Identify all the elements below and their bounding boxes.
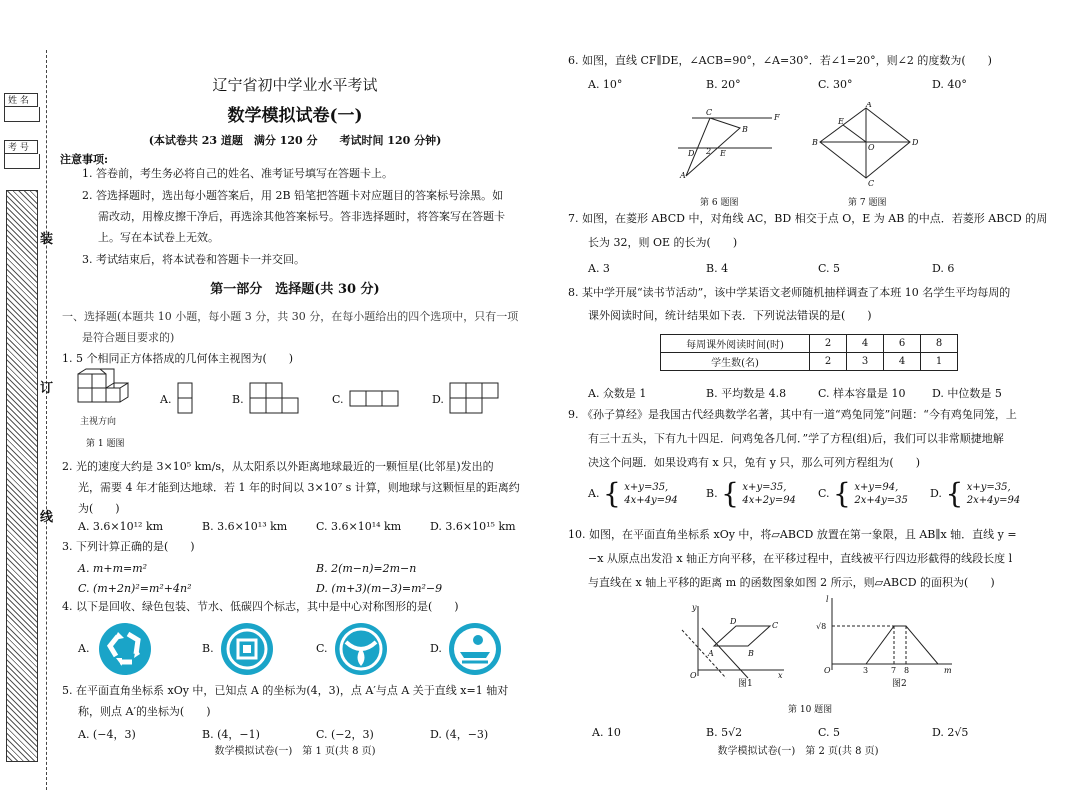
notice-2-cont: 需改动，用橡皮擦干净后，再选涂其他答案标号。答非选择题时，将答案写在答题卡 bbox=[98, 210, 505, 223]
q1-option-c-figure bbox=[349, 390, 399, 407]
q6-stem: 6. 如图，直线 CF∥DE，∠ACB=90°，∠A=30°．若∠1=20°，则∠2 的度数为( ) bbox=[568, 54, 992, 67]
q6-label-a: A bbox=[680, 171, 686, 180]
binding-dashline bbox=[46, 50, 47, 790]
q4-recycle-logo bbox=[98, 622, 152, 676]
q8-option-c[interactable]: C. 样本容量是 10 bbox=[818, 387, 906, 400]
q10-line1: 10. 如图，在平面直角坐标系 xOy 中，将▱ABCD 放置在第一象限，且 AB∥x 轴．直线 y = bbox=[568, 528, 1017, 541]
q6-label-e: E bbox=[720, 149, 726, 158]
q8-table-head-count: 学生数(名) bbox=[661, 353, 810, 371]
q10-fig2-label: 图2 bbox=[892, 679, 907, 689]
section-heading: 第一部分 选择题(共 30 分) bbox=[210, 282, 380, 297]
q10-option-a[interactable]: A. 10 bbox=[592, 726, 621, 739]
q9-c-eq2: 2x+4y=35 bbox=[854, 495, 908, 506]
q10-option-d[interactable]: D. 2√5 bbox=[932, 726, 969, 739]
q6-figure bbox=[672, 104, 782, 180]
notice-heading: 注意事项: bbox=[60, 153, 109, 166]
exam-subtitle: 数学模拟试卷(一) bbox=[227, 106, 363, 126]
q10-graph-label-o: O bbox=[824, 666, 831, 675]
q8-table-cell: 3 bbox=[847, 353, 884, 371]
q9-option-d-label: D. bbox=[930, 487, 942, 500]
right-footer: 数学模拟试卷(一) 第 2 页(共 8 页) bbox=[717, 746, 879, 757]
q9-option-a-label: A. bbox=[588, 487, 600, 500]
q4-option-d[interactable]: D. bbox=[430, 642, 442, 655]
q8-option-b[interactable]: B. 平均数是 4.8 bbox=[706, 387, 787, 400]
q7-line2: 长为 32，则 OE 的长为( ) bbox=[588, 236, 738, 249]
q6-option-d[interactable]: D. 40° bbox=[932, 78, 967, 91]
q8-table-cell: 4 bbox=[884, 353, 921, 371]
q5-line1: 5. 在平面直角坐标系 xOy 中，已知点 A 的坐标为(4，3)，点 A′与点 A 关于直线 x=1 轴对 bbox=[62, 684, 509, 697]
name-box bbox=[4, 107, 40, 122]
section-desc-cont: 是符合题目要求的) bbox=[82, 331, 175, 344]
q1-option-d[interactable]: D. bbox=[432, 393, 444, 406]
q7-label-a: A bbox=[866, 102, 872, 109]
q8-table-cell: 8 bbox=[921, 335, 958, 353]
q10-fig1-label-c: C bbox=[772, 621, 779, 630]
binding-hatch bbox=[6, 190, 38, 762]
q1-option-d-figure bbox=[449, 382, 499, 414]
q4-low-carbon-logo bbox=[448, 622, 502, 676]
q7-line1: 7. 如图，在菱形 ABCD 中，对角线 AC，BD 相交于点 O，E 为 AB 的中点．若菱形 ABCD 的周 bbox=[568, 212, 1048, 225]
q6-label-f: F bbox=[774, 113, 780, 122]
q4-option-b[interactable]: B. bbox=[202, 642, 214, 655]
q10-line3: 与直线在 x 轴上平移的距离 m 的函数图象如图 2 所示，则▱ABCD 的面积为( ) bbox=[588, 576, 995, 589]
q7-caption: 第 7 题图 bbox=[848, 198, 887, 208]
q10-fig1-label: 图1 bbox=[738, 679, 753, 689]
section-desc: 一、选择题(本题共 10 小题，每小题 3 分，共 30 分，在每小题给出的四个选项中，只有一项 bbox=[62, 310, 519, 323]
q7-option-a[interactable]: A. 3 bbox=[588, 262, 610, 275]
q3-option-a[interactable]: A. m+m=m² bbox=[78, 562, 148, 575]
q8-table-cell: 1 bbox=[921, 353, 958, 371]
notice-3: 3. 考试结束后，将本试卷和答题卡一并交回。 bbox=[82, 253, 305, 266]
q9-option-b[interactable] bbox=[706, 477, 796, 510]
q9-a-eq2: 4x+4y=94 bbox=[624, 495, 678, 506]
q6-option-b[interactable]: B. 20° bbox=[706, 78, 741, 91]
q1-option-a[interactable]: A. bbox=[160, 393, 172, 406]
q4-option-a[interactable]: A. bbox=[78, 642, 90, 655]
brace-icon: { bbox=[602, 477, 621, 510]
q10-figure-2-graph bbox=[814, 594, 954, 678]
q3-option-c[interactable]: C. (m+2n)²=m²+4n² bbox=[78, 582, 192, 595]
q6-caption: 第 6 题图 bbox=[700, 198, 739, 208]
q8-table-cell: 4 bbox=[847, 335, 884, 353]
q8-table-head-time: 每周课外阅读时间(时) bbox=[661, 335, 810, 353]
q8-table-cell: 2 bbox=[810, 335, 847, 353]
q7-label-b: B bbox=[812, 138, 818, 147]
q6-label-c: C bbox=[706, 108, 713, 117]
q8-line1: 8. 某中学开展“读书节活动”，该中学某语文老师随机抽样调查了本班 10 名学生平均每周的 bbox=[568, 286, 1011, 299]
exam-meta: (本试卷共 23 道题 满分 120 分 考试时间 120 分钟) bbox=[148, 134, 442, 147]
q9-d-eq1: x+y=35, bbox=[966, 482, 1011, 493]
q7-option-b[interactable]: B. 4 bbox=[706, 262, 729, 275]
bind-char-ding: 订 bbox=[40, 381, 54, 396]
q10-graph-label-8: 8 bbox=[904, 666, 910, 675]
q6-option-c[interactable]: C. 30° bbox=[818, 78, 853, 91]
q1-stem: 1. 5 个相同正方体搭成的几何体主视图为( ) bbox=[62, 352, 294, 365]
q9-option-c-label: C. bbox=[818, 487, 830, 500]
q6-label-2: 2 bbox=[706, 147, 712, 156]
notice-2: 2. 答选择题时，选出每小题答案后，用 2B 铅笔把答题卡对应题目的答案标号涂黑。如 bbox=[82, 189, 504, 202]
q8-option-a[interactable]: A. 众数是 1 bbox=[588, 387, 647, 400]
q9-line2: 有三十五头，下有九十四足．问鸡兔各几何．”学了方程(组)后，我们可以非常顺捷地解 bbox=[588, 432, 1004, 445]
q10-option-b[interactable]: B. 5√2 bbox=[706, 726, 743, 739]
q2-option-a[interactable]: A. 3.6×10¹² km bbox=[78, 520, 164, 533]
q8-table-row-count bbox=[661, 353, 958, 371]
q9-line1: 9. 《孙子算经》是我国古代经典数学名著，其中有一道“鸡兔同笼”问题：“今有鸡兔同笼，上 bbox=[568, 408, 1017, 421]
q9-a-eq1: x+y=35, bbox=[624, 482, 669, 493]
q4-stem: 4. 以下是回收、绿色包装、节水、低碳四个标志，其中是中心对称图形的是( ) bbox=[62, 600, 459, 613]
q10-fig1-label-y: y bbox=[692, 603, 697, 612]
q7-figure bbox=[810, 102, 920, 186]
brace-icon: { bbox=[833, 477, 851, 510]
q10-option-c[interactable]: C. 5 bbox=[818, 726, 841, 739]
q9-option-d[interactable] bbox=[930, 477, 1021, 510]
q9-line3: 决这个问题．如果设鸡有 x 只，兔有 y 只，那么可列方程组为( ) bbox=[588, 456, 920, 469]
notice-1: 1. 答卷前，考生务必将自己的姓名、准考证号填写在答题卡上。 bbox=[82, 167, 393, 180]
q2-line1: 2. 光的速度大约是 3×10⁵ km/s，从太阳系以外距离地球最近的一颗恒星(比邻星)发出的 bbox=[62, 460, 494, 473]
q5-option-b[interactable]: B. (4，−1) bbox=[202, 728, 260, 741]
q2-option-d[interactable]: D. 3.6×10¹⁵ km bbox=[430, 520, 516, 533]
left-footer: 数学模拟试卷(一) 第 1 页(共 8 页) bbox=[214, 746, 376, 757]
q2-line3: 为( ) bbox=[78, 502, 120, 515]
q9-option-c[interactable] bbox=[818, 477, 908, 510]
q3-stem: 3. 下列计算正确的是( ) bbox=[62, 540, 195, 553]
q10-caption: 第 10 题图 bbox=[788, 705, 833, 715]
q10-fig1-label-x: x bbox=[778, 671, 783, 680]
q8-table bbox=[660, 334, 958, 371]
q10-graph-label-sqrt8: √8 bbox=[816, 622, 827, 631]
q7-label-d: D bbox=[912, 138, 919, 147]
q10-fig1-label-d: D bbox=[730, 617, 737, 626]
q4-option-c[interactable]: C. bbox=[316, 642, 328, 655]
q5-option-d[interactable]: D. (4，−3) bbox=[430, 728, 489, 741]
q6-option-a[interactable]: A. 10° bbox=[588, 78, 623, 91]
q10-fig1-label-b: B bbox=[748, 649, 754, 658]
brace-icon: { bbox=[721, 477, 739, 510]
q9-option-b-label: B. bbox=[706, 487, 718, 500]
notice-2-cont2: 上。写在本试卷上无效。 bbox=[98, 231, 219, 244]
q5-option-a[interactable]: A. (−4，3) bbox=[78, 728, 136, 741]
q8-table-cell: 6 bbox=[884, 335, 921, 353]
q8-line2: 课外阅读时间，统计结果如下表．下列说法错误的是( ) bbox=[588, 309, 872, 322]
q4-water-saving-logo bbox=[334, 622, 388, 676]
q2-line2: 光，需要 4 年才能到达地球．若 1 年的时间以 3×10⁷ s 计算，则地球与这颗恒星的距离约 bbox=[78, 481, 520, 494]
q7-option-c[interactable]: C. 5 bbox=[818, 262, 841, 275]
bind-char-zhuang: 装 bbox=[40, 232, 54, 247]
q1-option-c[interactable]: C. bbox=[332, 393, 344, 406]
q10-graph-label-3: 3 bbox=[863, 666, 869, 675]
exam-title: 辽宁省初中学业水平考试 bbox=[212, 76, 378, 94]
q5-option-c[interactable]: C. (−2，3) bbox=[316, 728, 374, 741]
q6-label-b: B bbox=[742, 125, 748, 134]
q1-solid-figure bbox=[76, 368, 146, 413]
q1-option-b-figure bbox=[249, 382, 299, 414]
id-label: 考 号 bbox=[4, 140, 38, 154]
q7-option-d[interactable]: D. 6 bbox=[932, 262, 955, 275]
q9-b-eq2: 4x+2y=94 bbox=[742, 495, 796, 506]
bind-char-xian: 线 bbox=[40, 510, 54, 525]
q3-option-b[interactable]: B. 2(m−n)=2m−n bbox=[316, 562, 417, 575]
q1-option-a-figure bbox=[177, 382, 193, 414]
q10-graph-label-l: l bbox=[826, 595, 829, 604]
q2-option-c[interactable]: C. 3.6×10¹⁴ km bbox=[316, 520, 402, 533]
q10-graph-label-7: 7 bbox=[891, 666, 897, 675]
id-box bbox=[4, 154, 40, 169]
q6-label-d: D bbox=[688, 149, 695, 158]
q2-option-b[interactable]: B. 3.6×10¹³ km bbox=[202, 520, 288, 533]
q10-line2: −x 从原点出发沿 x 轴正方向平移，在平移过程中，直线被平行四边形截得的线段长度 l bbox=[588, 552, 1013, 565]
q10-figure-1 bbox=[668, 600, 786, 680]
q1-caption: 第 1 题图 bbox=[86, 439, 125, 449]
q3-option-d[interactable]: D. (m+3)(m−3)=m²−9 bbox=[316, 582, 443, 595]
q10-fig1-label-a: A bbox=[708, 649, 714, 658]
q9-c-eq1: x+y=94, bbox=[854, 482, 899, 493]
q7-label-e: E bbox=[838, 117, 844, 126]
q9-option-a[interactable] bbox=[588, 477, 678, 510]
q7-label-o: O bbox=[868, 143, 875, 152]
q9-d-eq2: 2x+4y=94 bbox=[966, 495, 1021, 506]
q7-label-c: C bbox=[868, 179, 875, 186]
q10-fig1-label-o: O bbox=[690, 671, 697, 680]
q8-table-row-time bbox=[661, 335, 958, 353]
q9-b-eq1: x+y=35, bbox=[742, 482, 787, 493]
q10-graph-label-m: m bbox=[944, 666, 952, 675]
name-label: 姓 名 bbox=[4, 93, 38, 107]
q1-view-label: 主视方向 bbox=[80, 417, 117, 427]
q8-option-d[interactable]: D. 中位数是 5 bbox=[932, 387, 1002, 400]
q8-table-cell: 2 bbox=[810, 353, 847, 371]
q5-line2: 称，则点 A′的坐标为( ) bbox=[78, 705, 211, 718]
brace-icon: { bbox=[945, 477, 964, 510]
q1-option-b[interactable]: B. bbox=[232, 393, 244, 406]
q4-green-package-logo bbox=[220, 622, 274, 676]
